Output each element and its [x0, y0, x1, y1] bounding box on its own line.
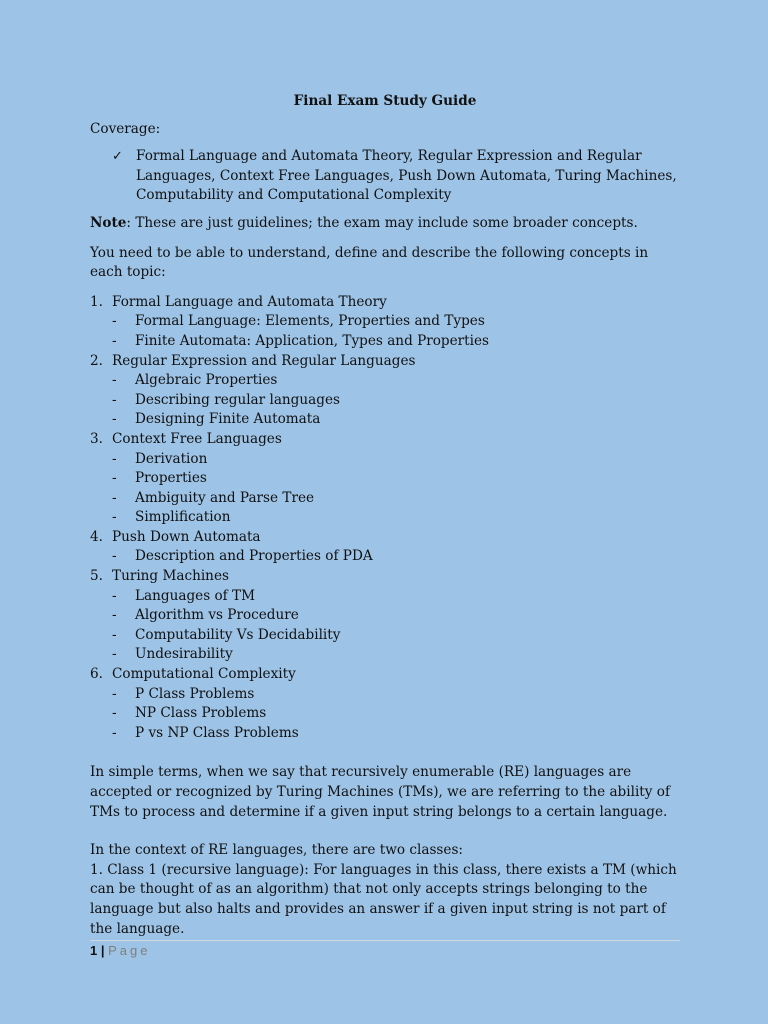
topic-item — [90, 665, 680, 743]
subtopic-text: Designing Finite Automata — [135, 411, 321, 428]
topic-item — [90, 567, 680, 665]
topic-title: Context Free Languages — [112, 430, 282, 447]
page-label: Page — [108, 943, 151, 958]
dash-bullet: - — [112, 470, 117, 487]
topic-title: Regular Expression and Regular Languages — [112, 352, 416, 369]
topic-item — [90, 528, 680, 567]
dash-bullet: - — [112, 450, 117, 467]
subtopic-text: Computability Vs Decidability — [135, 626, 341, 643]
topic-title: Turing Machines — [112, 568, 229, 585]
subtopic-text: Formal Language: Elements, Properties and Types — [135, 313, 485, 330]
subtopic-item — [90, 626, 680, 646]
subtopic-text: Ambiguity and Parse Tree — [135, 489, 315, 506]
subtopic-item — [90, 450, 680, 470]
dash-bullet: - — [112, 313, 117, 330]
subtopic-text: Describing regular languages — [135, 391, 340, 408]
topic-title: Formal Language and Automata Theory — [112, 293, 387, 310]
dash-bullet: - — [112, 391, 117, 408]
subtopic-item — [90, 704, 680, 724]
page-separator: | — [100, 943, 105, 958]
subtopic-text: NP Class Problems — [135, 705, 267, 722]
topic-title: Push Down Automata — [112, 528, 261, 545]
topic-heading — [90, 528, 680, 548]
document-title: Final Exam Study Guide — [293, 93, 477, 109]
coverage-item-text: Formal Language and Automata Theory, Regular Expression and Regular Languages, Context Free Languages, Push Down Automata, Turing Machines, Computability and Computational Complexity — [136, 148, 677, 204]
dash-bullet: - — [112, 705, 117, 722]
coverage-list — [90, 147, 680, 206]
topic-heading — [90, 430, 680, 450]
page-footer — [90, 940, 680, 958]
dash-bullet: - — [112, 332, 117, 349]
subtopic-item — [90, 489, 680, 509]
dash-bullet: - — [112, 646, 117, 663]
dash-bullet: - — [112, 685, 117, 702]
subtopic-text: Derivation — [135, 450, 208, 467]
subtopic-item — [90, 547, 680, 567]
classes-intro: In the context of RE languages, there are two classes: — [90, 842, 464, 859]
subtopic-list — [90, 547, 680, 567]
topic-number: 6. — [90, 666, 103, 683]
intro-paragraph: You need to be able to understand, define and describe the following concepts in each topic: — [90, 244, 649, 281]
subtopic-text: P vs NP Class Problems — [135, 724, 299, 741]
subtopic-item — [90, 587, 680, 607]
subtopic-text: Description and Properties of PDA — [135, 548, 373, 565]
dash-bullet: - — [112, 587, 117, 604]
topic-number: 2. — [90, 352, 103, 369]
checkmark-icon: ✓ — [112, 149, 123, 165]
dash-bullet: - — [112, 607, 117, 624]
subtopic-text: Languages of TM — [135, 587, 256, 604]
topic-title: Computational Complexity — [112, 666, 296, 683]
topic-item — [90, 352, 680, 430]
dash-bullet: - — [112, 372, 117, 389]
note-paragraph — [90, 214, 680, 234]
subtopic-text: Finite Automata: Application, Types and Properties — [135, 332, 489, 349]
subtopic-text: P Class Problems — [135, 685, 255, 702]
page-number: 1 — [90, 943, 98, 958]
re-paragraph: In simple terms, when we say that recursively enumerable (RE) languages are accepted or recognized by Turing Machines (TMs), we are referring to the ability of TMs to process and determine if a given input string belongs to a certain language. — [90, 764, 670, 820]
subtopic-text: Simplification — [135, 509, 231, 526]
subtopic-text: Algebraic Properties — [135, 372, 278, 389]
subtopic-list — [90, 312, 680, 351]
topic-number: 3. — [90, 430, 103, 447]
subtopic-item — [90, 685, 680, 705]
topic-list — [90, 293, 680, 744]
topic-item — [90, 293, 680, 352]
subtopic-item — [90, 391, 680, 411]
topic-heading — [90, 293, 680, 313]
subtopic-item — [90, 469, 680, 489]
subtopic-item — [90, 410, 680, 430]
coverage-label: Coverage: — [90, 120, 161, 137]
classes-paragraph — [90, 841, 680, 939]
subtopic-item — [90, 371, 680, 391]
dash-bullet: - — [112, 626, 117, 643]
subtopic-item — [90, 606, 680, 626]
topic-number: 5. — [90, 568, 103, 585]
document-page — [90, 92, 680, 939]
dash-bullet: - — [112, 509, 117, 526]
subtopic-text: Algorithm vs Procedure — [135, 607, 299, 624]
class1-text: 1. Class 1 (recursive language): For languages in this class, there exists a TM (which can be thought of as an algorithm) that not only accepts strings belonging to the language but also halts and provides an answer if a given input string is not part of the language. — [90, 861, 677, 937]
subtopic-item — [90, 312, 680, 332]
topic-number: 4. — [90, 528, 103, 545]
dash-bullet: - — [112, 411, 117, 428]
subtopic-list — [90, 450, 680, 528]
subtopic-item — [90, 724, 680, 744]
subtopic-list — [90, 685, 680, 744]
subtopic-list — [90, 587, 680, 665]
subtopic-item — [90, 508, 680, 528]
subtopic-text: Undesirability — [135, 646, 233, 663]
dash-bullet: - — [112, 489, 117, 506]
dash-bullet: - — [112, 724, 117, 741]
subtopic-list — [90, 371, 680, 430]
note-text: : These are just guidelines; the exam may include some broader concepts. — [126, 214, 638, 231]
topic-item — [90, 430, 680, 528]
subtopic-item — [90, 645, 680, 665]
topic-heading — [90, 567, 680, 587]
topic-number: 1. — [90, 293, 103, 310]
subtopic-item — [90, 332, 680, 352]
dash-bullet: - — [112, 548, 117, 565]
coverage-item — [90, 147, 680, 206]
note-label: Note — [90, 214, 127, 231]
topic-heading — [90, 665, 680, 685]
topic-heading — [90, 352, 680, 372]
subtopic-text: Properties — [135, 470, 207, 487]
